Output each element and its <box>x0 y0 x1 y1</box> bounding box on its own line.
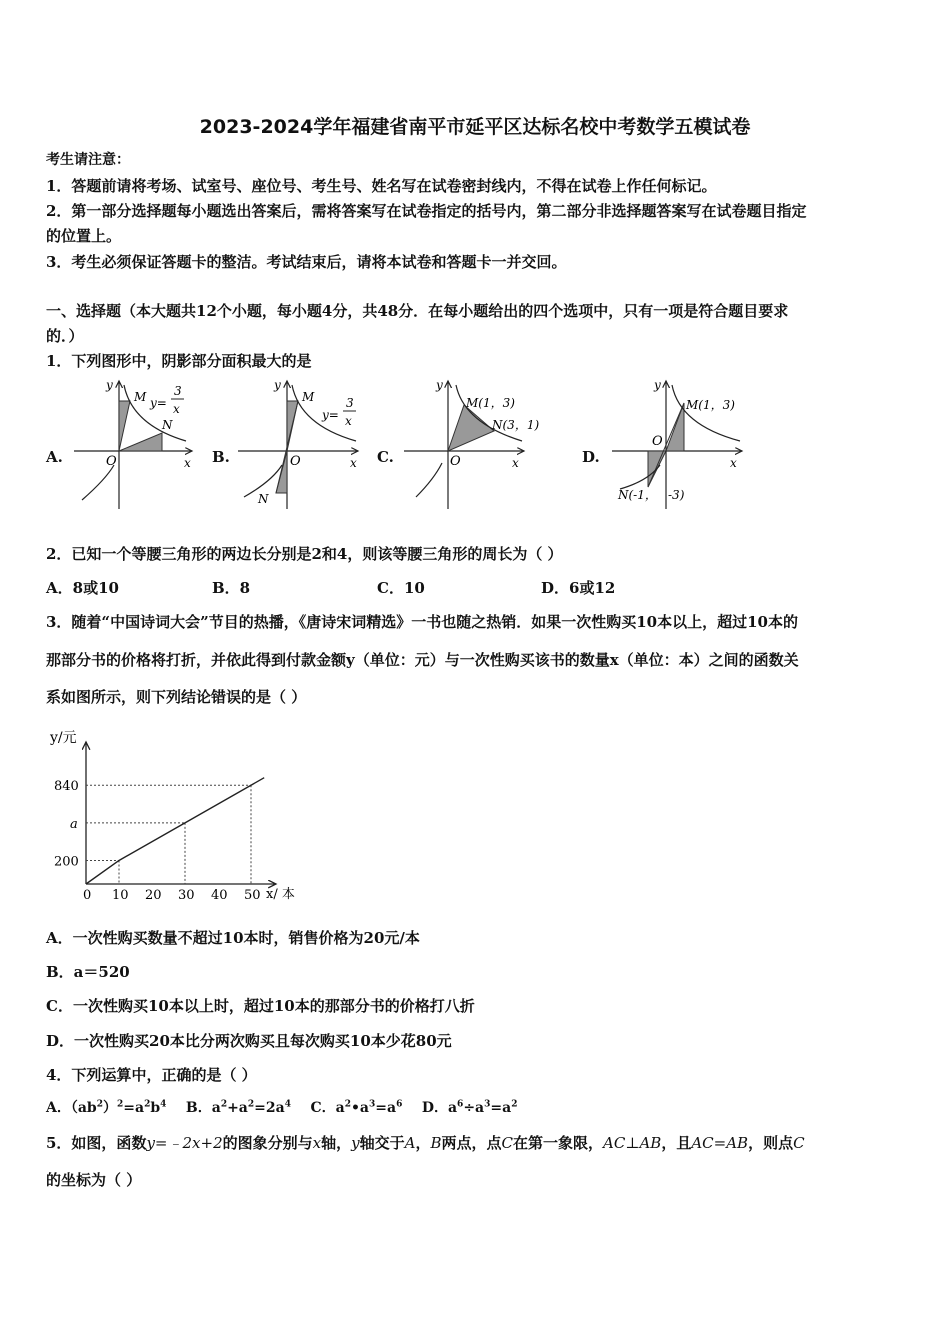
notice-item-1: 1．答题前请将考场、试室号、座位号、考生号、姓名写在试卷密封线内，不得在试卷上作任何标记。 <box>46 177 717 195</box>
page-title: 2023-2024学年福建省南平市延平区达标名校中考数学五模试卷 <box>199 116 751 138</box>
series-line <box>86 778 264 884</box>
point-m-coord: M(1，3) <box>466 396 515 410</box>
y-tick-label: 840 <box>54 779 79 795</box>
question-2-stem: 2．已知一个等腰三角形的两边长分别是2和4，则该等腰三角形的周长为（ ） <box>46 545 563 563</box>
y-label: y <box>106 378 113 392</box>
question-1-stem: 1．下列图形中，阴影部分面积最大的是 <box>46 352 312 370</box>
shaded-triangle-omn <box>448 405 494 451</box>
y-tick-label: 200 <box>54 854 79 870</box>
y-axis-label: y/元 <box>50 730 77 746</box>
y-tick-label: a <box>70 816 78 832</box>
point-n-coord-left: N(-1， <box>618 488 657 502</box>
q1-figure-a <box>66 375 198 515</box>
x-tick-label: 40 <box>211 888 228 903</box>
q2-option-b: B．8 <box>212 579 251 597</box>
q3-option-c: C．一次性购买10本以上时，超过10本的那部分书的价格打八折 <box>46 997 475 1015</box>
notice-heading: 考生请注意： <box>46 152 130 168</box>
x-tick-label: 50 <box>244 888 261 903</box>
q2-option-a: A．8或10 <box>46 579 119 597</box>
q1-option-a-label: A. <box>46 448 63 466</box>
x-label: x <box>730 456 737 470</box>
question-3-line-2: 那部分书的价格将打折，并依此得到付款金额y（单位：元）与一次性购买该书的数量x（单位：本）之间的函数关 <box>46 651 799 669</box>
x-tick-label: 10 <box>112 888 129 903</box>
x-tick-label: 30 <box>178 888 195 903</box>
notice-item-3: 3．考生必须保证答题卡的整洁。考试结束后，请将本试卷和答题卡一并交回。 <box>46 253 567 271</box>
x-tick-label: 20 <box>145 888 162 903</box>
origin-label: O <box>106 454 117 469</box>
y-label: y <box>654 378 661 392</box>
function-num: 3 <box>174 384 182 398</box>
notice-item-2-cont: 的位置上。 <box>46 227 122 245</box>
question-5-line-2: 的坐标为（ ） <box>46 1171 142 1189</box>
section-heading: 一、选择题（本大题共12个小题，每小题4分，共48分．在每小题给出的四个选项中，只有一项是符合题目要求 <box>46 302 789 320</box>
point-n-coord-right: -3) <box>668 488 685 502</box>
function-den: x <box>345 414 352 428</box>
point-m-coord: M(1，3) <box>686 398 735 412</box>
question-3-line-1: 3．随着“中国诗词大会”节目的热播，《唐诗宋词精选》一书也随之热销．如果一次性购买10本以上，超过10本的 <box>46 613 798 631</box>
q4-option-c: C．$a^2•a^3=a^6$ <box>310 1099 403 1116</box>
section-heading-cont: 的．） <box>46 327 84 345</box>
origin-label: O <box>290 454 301 469</box>
point-m-label: M <box>302 390 315 404</box>
function-lhs: y= <box>150 396 167 410</box>
q3-option-a: A．一次性购买数量不超过10本时，销售价格为20元/本 <box>46 929 420 947</box>
q1-option-d-label: D. <box>582 448 600 466</box>
q3-option-d: D．一次性购买20本比分两次购买且每次购买10本少花80元 <box>46 1032 452 1050</box>
point-n-label: N <box>258 492 269 506</box>
hyperbola-branch-3 <box>416 463 442 497</box>
x-tick-label: 0 <box>83 888 92 903</box>
x-label: x <box>512 456 519 470</box>
q4-option-d: D．$a^6\div a^3=a^2$ <box>421 1099 518 1116</box>
shaded-triangle-om <box>119 401 130 451</box>
point-n-coord: N(3，1) <box>492 418 540 432</box>
q3-option-b: B．a＝520 <box>46 963 130 981</box>
x-axis-label: x/ 本 <box>266 887 295 902</box>
function-num: 3 <box>346 396 354 410</box>
q1-figure-d <box>606 375 756 515</box>
function-den: x <box>173 402 180 416</box>
y-label: y <box>274 378 281 392</box>
q4-options <box>46 1099 517 1116</box>
question-4-stem: 4．下列运算中，正确的是（ ） <box>46 1066 257 1084</box>
y-label: y <box>436 378 443 392</box>
q1-figure-b <box>232 375 364 515</box>
q4-option-b: B．$a^2+a^2=2a^4$ <box>185 1099 291 1116</box>
origin-label: O <box>652 434 663 449</box>
q1-option-b-label: B. <box>212 448 230 466</box>
origin-label: O <box>450 454 461 469</box>
point-n-label: N <box>162 418 173 432</box>
notice-item-2: 2．第一部分选择题每小题选出答案后，需将答案写在试卷指定的括号内，第二部分非选择题答案写在试卷题目指定 <box>46 202 807 220</box>
shaded-triangle-on <box>119 433 162 451</box>
point-m-label: M <box>134 390 147 404</box>
q2-option-d: D．6或12 <box>541 579 616 597</box>
q1-figure-c <box>398 375 558 515</box>
q1-option-c-label: C. <box>377 448 394 466</box>
question-3-line-3: 系如图所示，则下列结论错误的是（ ） <box>46 688 307 706</box>
x-label: x <box>184 456 191 470</box>
function-lhs: y= <box>322 408 339 422</box>
q2-option-c: C．10 <box>377 579 425 597</box>
question-5-line-1: 5．如图，函数y=﹣2x+2的图象分别与x轴，y轴交于A，B两点，点C在第一象限，AC⊥AB，且AC=AB，则点C <box>46 1134 805 1152</box>
x-label: x <box>350 456 357 470</box>
hyperbola-branch-3 <box>82 465 114 500</box>
q3-chart <box>44 722 314 907</box>
q4-option-a: A．$(ab^2)^2=a^2b^4$ <box>46 1099 167 1116</box>
